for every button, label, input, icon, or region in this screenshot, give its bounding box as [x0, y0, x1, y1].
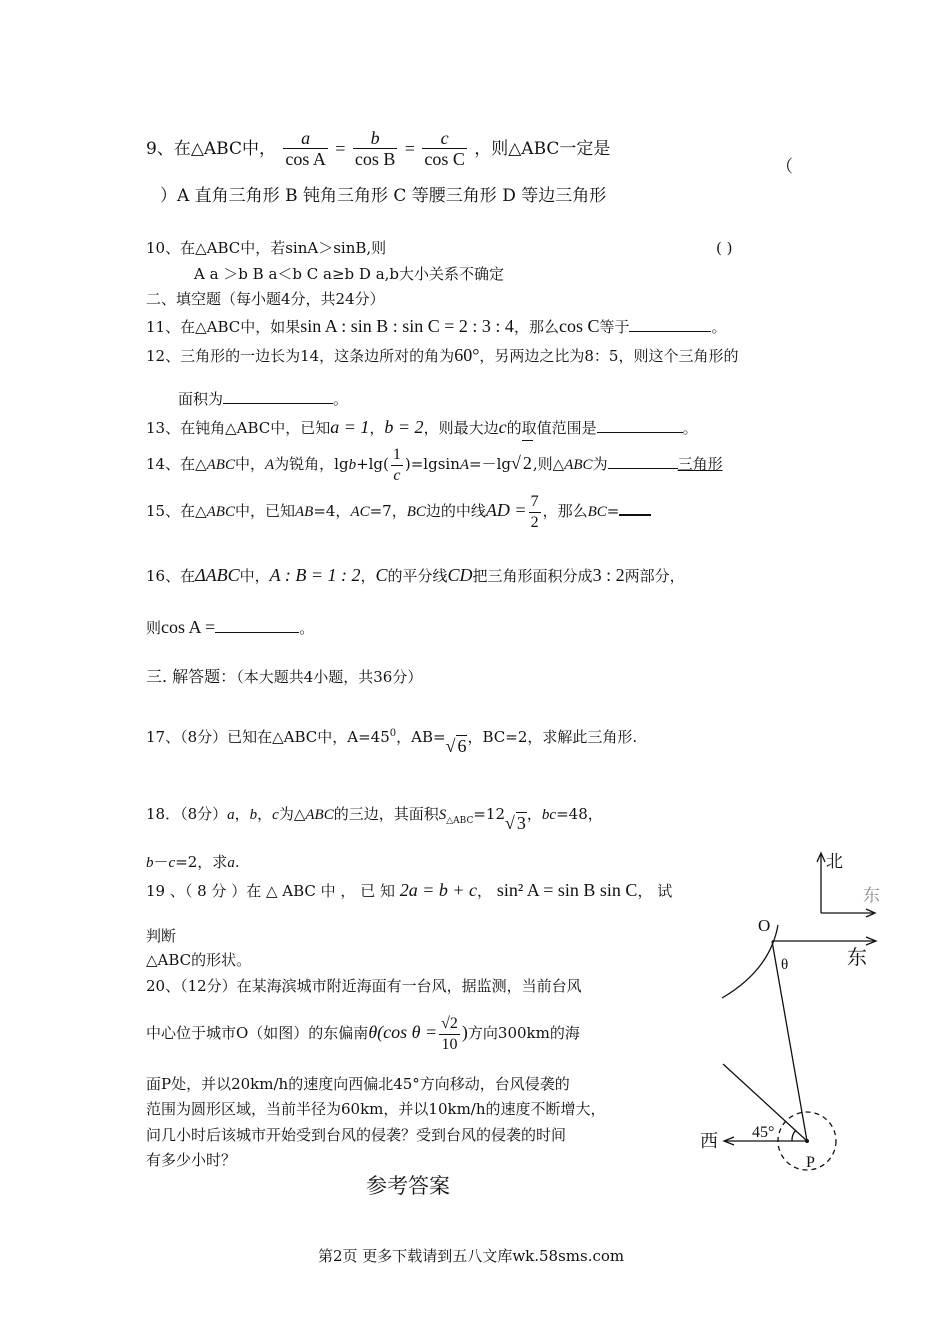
section-fill-in-heading: 二、填空题（每小题4分，共24分） [146, 290, 385, 308]
section-answer-heading: 三. 解答题：（本大题共4小题，共36分） [146, 667, 423, 686]
q14-fraction: $\frac{1}{c}$ [392, 445, 401, 484]
q16-line2: 则cos A = 。 [146, 617, 315, 637]
fraction-b-cosB: $\frac{b}{\text{cos B}}$ [354, 128, 396, 169]
q12-angle: 60° [454, 345, 480, 365]
q20-line4: 范围为圆形区域，当前半径为60km，并以10km/h的速度不断增大， [146, 1100, 606, 1118]
q16: 16、在ΔABC中，A : B = 1 : 2，C的平分线CD把三角形面积分成3 : 2两部分， [146, 565, 685, 585]
q13: 13、在钝角△ABC中，已知a = 1，b = 2，则最大边c的取值范围是 。 [146, 417, 698, 437]
fraction-a-cosA: $\frac{a}{\text{cos A}}$ [285, 128, 326, 169]
q15-fraction: $\frac{7}{2}$ [530, 492, 539, 531]
q20-line6: 有多少小时？ [146, 1151, 237, 1169]
angle-arc [792, 1130, 796, 1141]
q20-line1: 20、（12分）在某海滨城市附近海面有一台风，据监测，当前台风 [146, 977, 582, 995]
fraction-c-cosC: $\frac{c}{\text{cos C}}$ [424, 128, 465, 169]
q11: 11、在△ABC中，如果sin A : sin B : sin C = 2 : 3 : 4，那么cos C等于 。 [146, 316, 727, 336]
q19: 19 、（ 8 分 ）在 △ ABC 中 ， 已 知 2a = b + c， sin² A = sin B sin C， 试 [146, 880, 673, 900]
q9-paren: （ [776, 157, 793, 177]
q20-line2: 中心位于城市O（如图）的东偏南θ(cos θ = $\frac{√2}{10}$ )方向300km的海 [146, 1014, 580, 1053]
q15: 15、在△ABC中，已知AB=4，AC=7，BC边的中线AD = $\frac{7}{2}$ ，那么BC= [146, 488, 651, 534]
P-label: P [806, 1154, 815, 1171]
angle-45-label: 45° [752, 1124, 775, 1141]
q14-answer: 三角形 [677, 455, 723, 473]
q14: 14、在△ABC中，A为锐角，lgb+lg( $\frac{1}{c}$ )=lgsinA=－lg√ 2,则△ABC为 三角形 [146, 440, 723, 487]
q12: 12、三角形的一边长为14，这条边所对的角为60°，另两边之比为8：5，则这个三角形的 [146, 345, 739, 365]
origin-label: O [758, 916, 771, 935]
q9-options: ）A 直角三角形 B 钝角三角形 C 等腰三角形 D 等边三角形 [160, 186, 607, 206]
q17: 17、（8分）已知在△ABC中，$A=45^0$，AB=√ 6，BC=2，求解此三角形. [146, 728, 638, 756]
q10-options: A a ＞b B a＜b C a≥b D a,b大小关系不确定 [194, 265, 505, 283]
q9-number: 9、在△ABC中， [146, 138, 276, 159]
coastline-curve [722, 925, 778, 998]
equals-sign: = [404, 138, 415, 159]
q11-answer-blank[interactable] [629, 317, 711, 332]
q20-line3: 面P处，并以20km/h的速度向西偏北45°方向移动，台风侵袭的 [146, 1075, 570, 1093]
equals-sign: = [335, 138, 346, 159]
q12-answer-blank[interactable] [223, 389, 333, 404]
q19-line2: 判断 [146, 927, 177, 945]
q9-tail: ，则△ABC一定是 [474, 138, 611, 159]
q12-line2: 面积为 。 [178, 390, 349, 408]
q19-line3: △ABC的形状。 [146, 951, 252, 969]
segment-OP [772, 941, 807, 1141]
q15-answer-blank[interactable] [619, 500, 651, 516]
q18: 18．（8分）a，b，c为△ABC的三边，其面积$S_{\triangle ABC}=12√$ 3，bc=48， [146, 805, 603, 833]
q20-line5: 问几小时后该城市开始受到台风的侵袭？受到台风的侵袭的时间 [146, 1126, 567, 1144]
point-P [805, 1139, 809, 1143]
east-label: 东 [847, 947, 867, 969]
q16-answer-blank[interactable] [215, 618, 299, 633]
q18-line2: b－c=2，求a. [146, 853, 240, 871]
theta-label: θ [781, 957, 789, 973]
north-label: 北 [826, 852, 843, 871]
q9-stem [146, 128, 610, 169]
q11-ratio: sin A : sin B : sin C = 2 : 3 : 4 [300, 316, 514, 336]
q10-paren: ( ) [716, 239, 733, 257]
compass-east-label: 东 [863, 886, 880, 905]
west-label: 西 [700, 1131, 718, 1151]
typhoon-figure [690, 845, 890, 1185]
q13-answer-blank[interactable] [597, 418, 683, 433]
page-footer: 第2页 更多下载请到五八文库wk.58sms.com [318, 1247, 625, 1265]
q20-fraction: $\frac{√2}{10}$ [441, 1014, 458, 1053]
q10-stem: 10、在△ABC中，若sinA＞sinB,则 [146, 239, 387, 257]
answer-heading: 参考答案 [366, 1174, 450, 1198]
